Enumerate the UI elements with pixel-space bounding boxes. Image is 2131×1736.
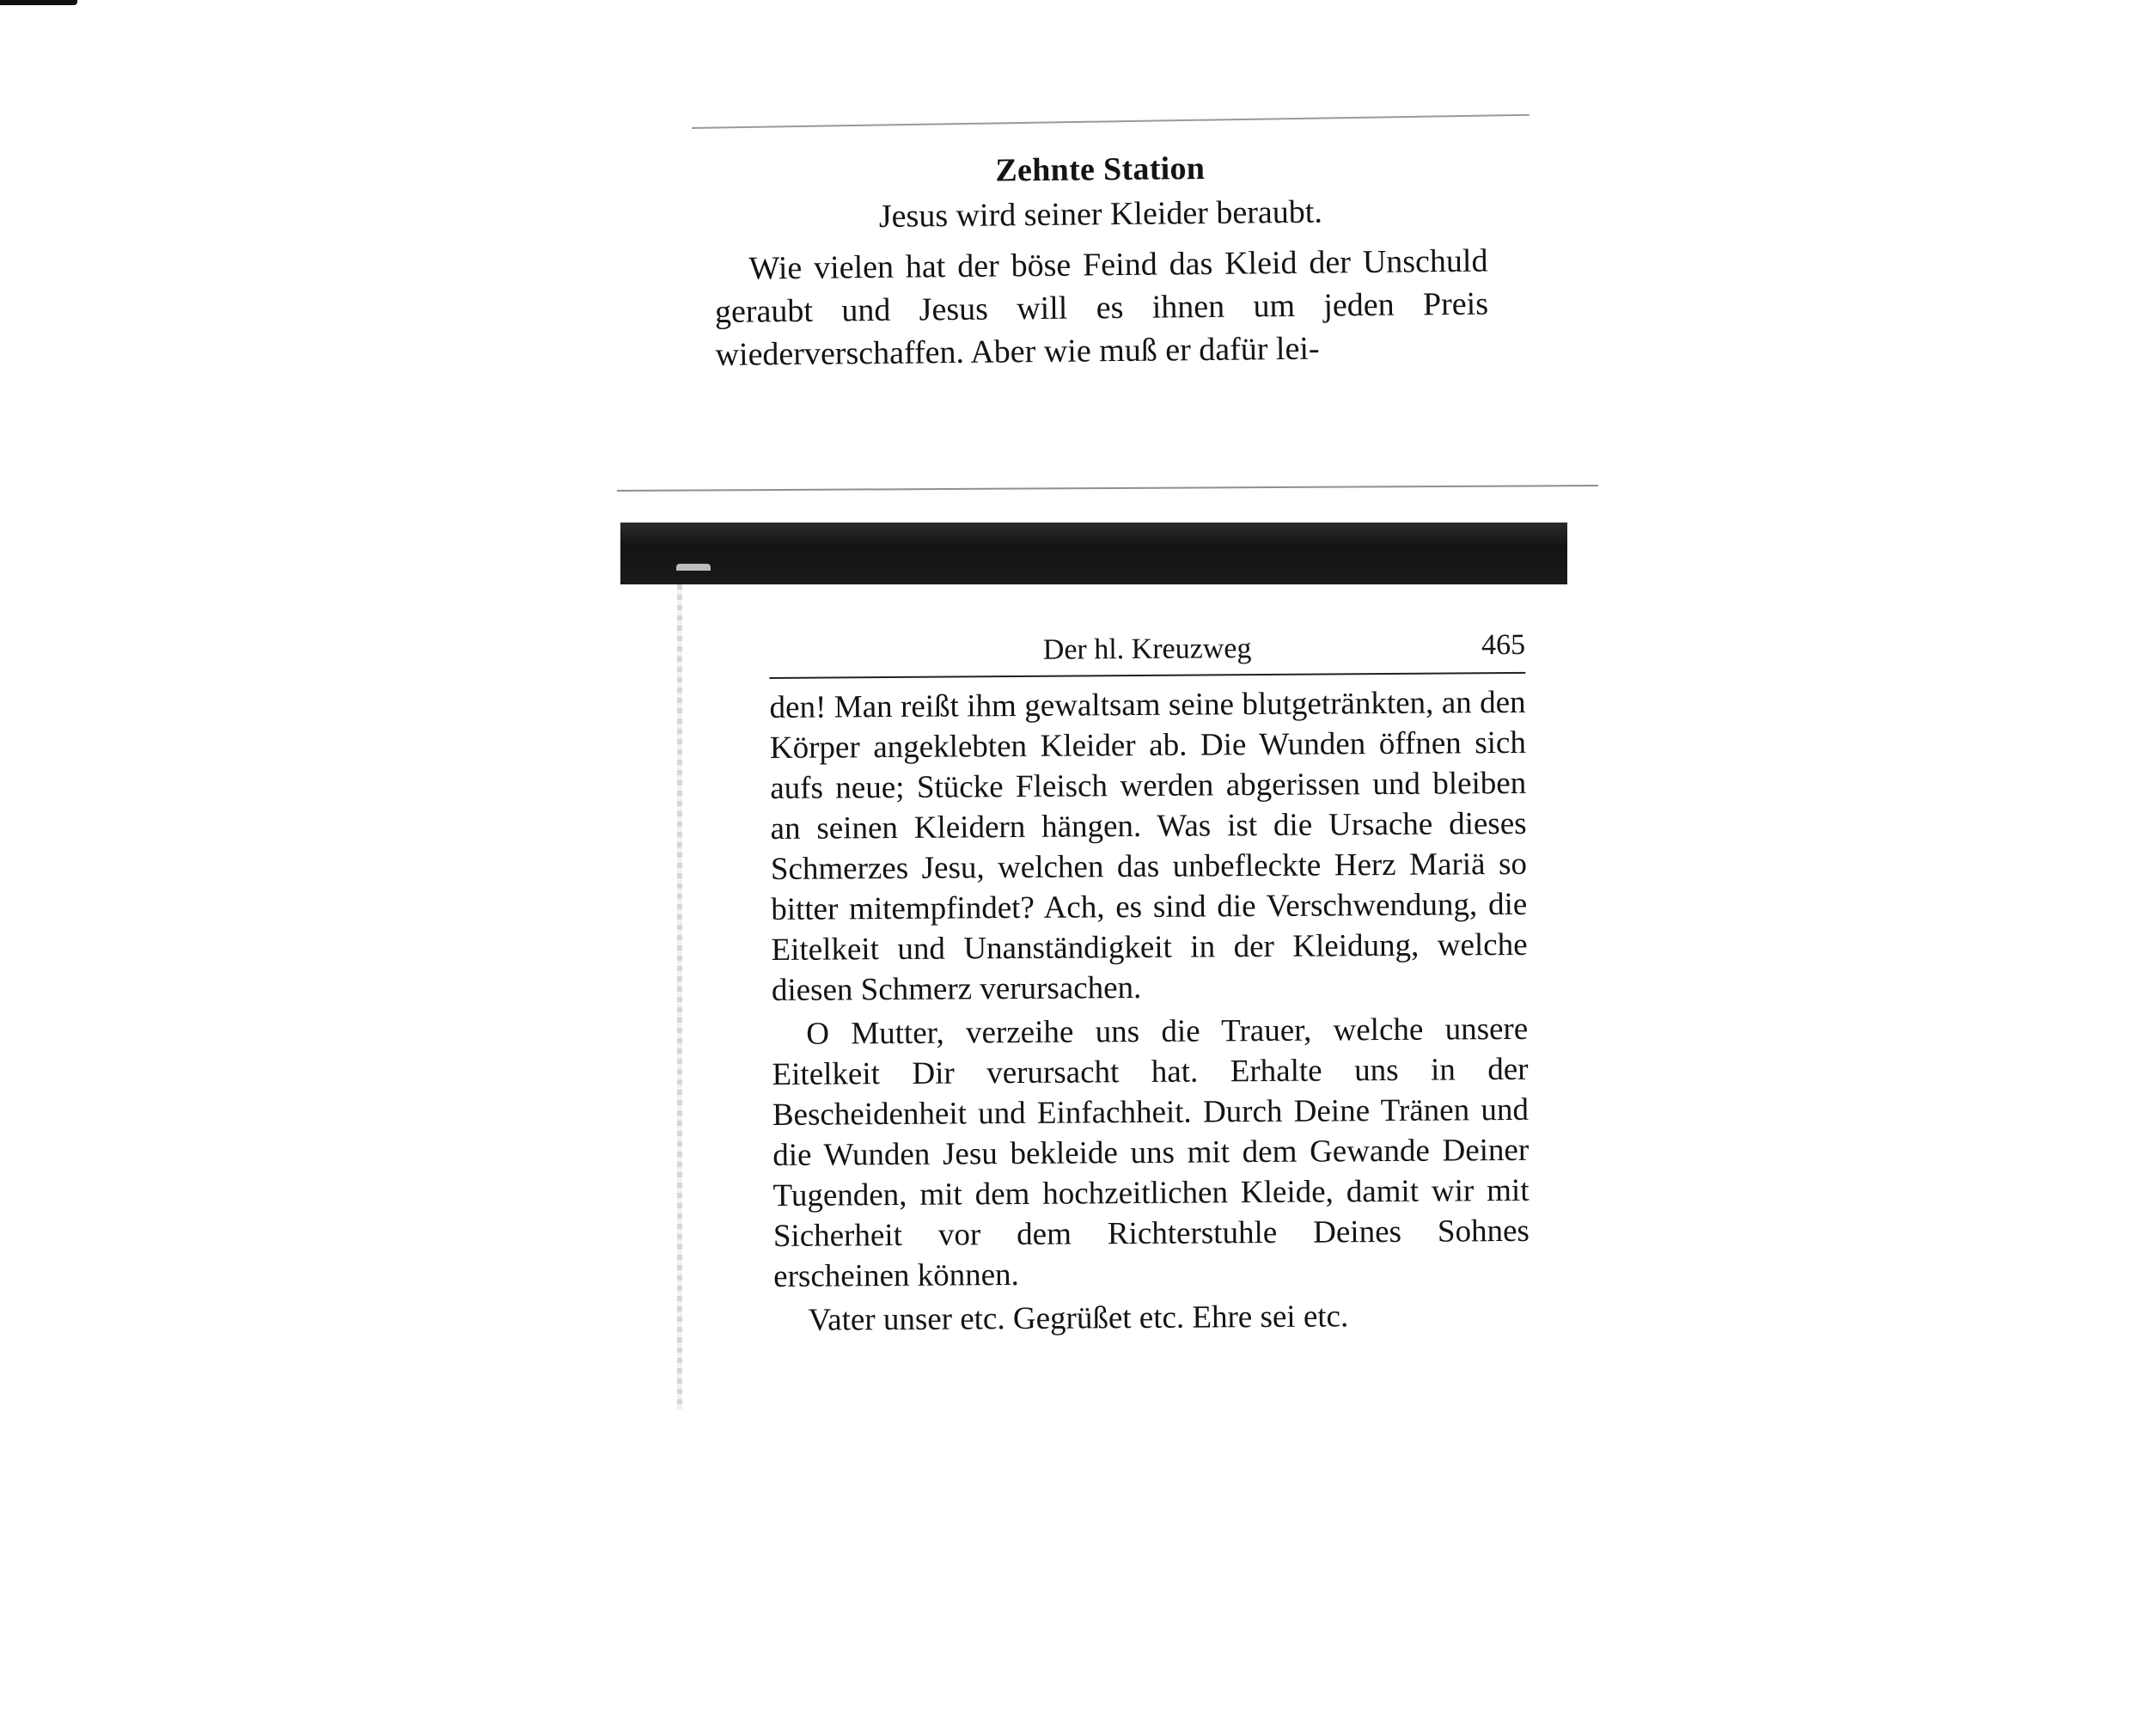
page-separator-rule — [617, 485, 1598, 492]
station-subtitle: Jesus wird seiner Kleider beraubt. — [878, 193, 1323, 235]
scan-black-bar — [620, 523, 1567, 584]
scan-glint — [676, 564, 711, 571]
lower-page — [769, 629, 1530, 1341]
running-head — [769, 629, 1525, 674]
upper-paragraph: Wie vielen hat der böse Feind das Kleid der Unschuld geraubt und Jesus will es ihnen um jeden Preis wiederverschaffen. Aber wie muß er dafür lei- — [714, 242, 1489, 373]
body-paragraph: O Mutter, verzeihe uns die Trauer, welche unsere Eitelkeit Dir verursacht hat. Erhalte uns in der Bescheidenheit und Einfachheit. Durch Deine Tränen und die Wunden Jesu bekleide uns mit dem Gewande Deiner Tugenden, mit dem hochzeitlichen Kleide, damit wir mit Sicherheit vor dem Richterstuhle Deines Sohnes erscheinen können. — [772, 1011, 1530, 1294]
scan-corner-mark — [0, 0, 77, 5]
prayer-line: Vater unser etc. Gegrüßet etc. Ehre sei etc. — [808, 1299, 1349, 1338]
binding-shadow — [677, 584, 682, 1409]
upper-page-fragment — [713, 137, 1489, 376]
body-paragraph: den! Man reißt ihm gewaltsam seine blutgetränkten, an den Körper angeklebten Kleider ab. Die Wunden öffnen sich aufs neue; Stücke Fleisch werden abgerissen und bleiben an seinen Kleidern hängen. Was ist die Ursache dieses Schmerzes Jesu, welchen das unbefleckte Herz Mariä so bitter mitempfindet? Ach, es sind die Verschwendung, die Eitelkeit und Unanständigkeit in der Kleidung, welche diesen Schmerz verursachen. — [769, 684, 1528, 1008]
station-title: Zehnte Station — [995, 150, 1206, 189]
upper-page-rule — [692, 114, 1530, 129]
page-number: 465 — [1481, 628, 1526, 662]
running-head-title: Der hl. Kreuzweg — [1042, 633, 1252, 666]
